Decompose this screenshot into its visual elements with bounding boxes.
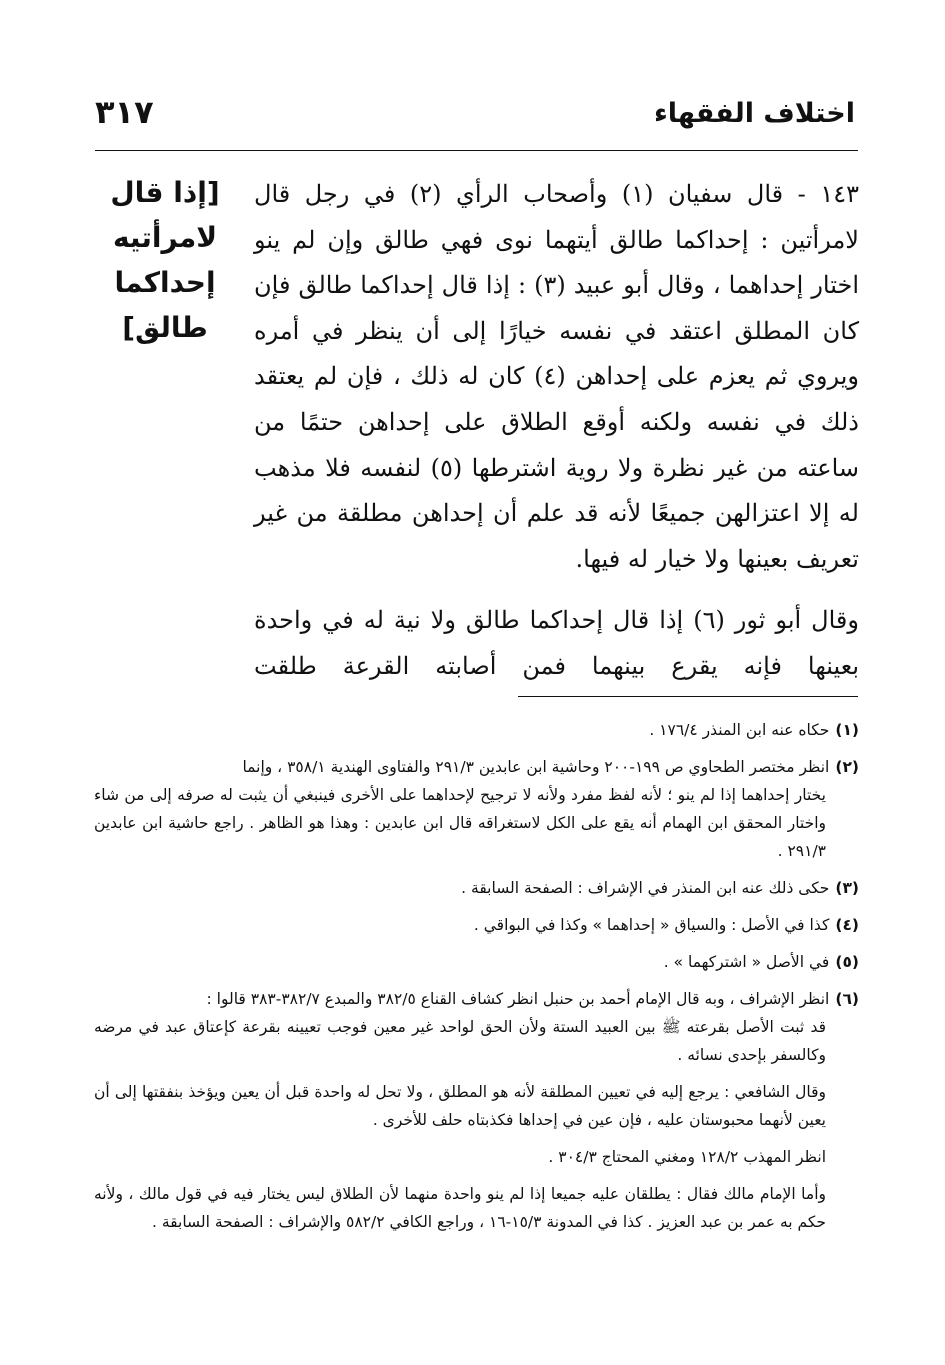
- footnote-6-reference: انظر المهذب ١٢٨/٢ ومغني المحتاج ٣٠٤/٣ .: [548, 1148, 826, 1166]
- footnote-number: (٣): [835, 879, 859, 897]
- page-number: ٣١٧: [95, 93, 154, 131]
- footnote-number: (٢): [835, 758, 859, 776]
- footnote-6-shafii: وقال الشافعي : يرجع إليه في تعيين المطلقة لأنه هو المطلق ، ولا تحل له واحدة قبل أن يعين ويؤخذ بنفقتها إلى أن يعين لأنهما محبوستان عليه ، فإن عين في إحداها فكذبتاه حلف للأخرى .: [94, 1083, 826, 1129]
- footnote-3: [94, 874, 859, 902]
- paragraph-143: ١٤٣ - قال سفيان (١) وأصحاب الرأي (٢) في رجل قال لامرأتين : إحداكما طالق أيتهما نوى فهي طالق وإن لم ينو اختار إحداهما ، وقال أبو عبيد (٣) : إذا قال إحداكما طالق فإن كان المطلق اعتقد في نفسه خيارًا إلى أن ينظر في أمره ويروي ثم يعزم على إحداهن (٤) كان له ذلك ، فإن لم يعتقد ذلك في نفسه ولكنه أوقع الطلاق على إحداهن حتمًا من ساعته من غير نظرة ولا روية اشترطها (٥) لنفسه فلا مذهب له إلا اعتزالهن جميعًا لأنه قد علم أن إحداهن مطلقة من غير تعريف بعينها ولا خيار له فيها.: [254, 180, 860, 573]
- footnote-number: (٤): [835, 916, 859, 934]
- footnote-text: انظر مختصر الطحاوي ص ١٩٩-٢٠٠ وحاشية ابن عابدين ٢٩١/٣ والفتاوى الهندية ٣٥٨/١ ، وإنما: [242, 758, 830, 776]
- footnote-text: حكى ذلك عنه ابن المنذر في الإشراف : الصفحة السابقة .: [461, 879, 830, 897]
- paragraph-abu-thawr: وقال أبو ثور (٦) إذا قال إحداكما طالق ولا نية له في واحدة بعينها فإنه يقرع بينهما فمن أصابته القرعة طلقت: [254, 606, 859, 680]
- footnote-5: [94, 948, 859, 976]
- footnote-continuation: يختار إحداهما إذا لم ينو ؛ لأنه لفظ مفرد ولأنه لا ترجيح لإحداهما على الأخرى فينبغي أن يثبت له صرفه إلى من شاء واختار المحقق ابن الهمام أنه يقع على الكل لاستغراقه قال ابن عابدين : وهذا هو الظاهر . راجع حاشية ابن عابدين ٢٩١/٣ .: [94, 786, 826, 860]
- footnote-text: انظر الإشراف ، وبه قال الإمام أحمد بن حنبل انظر كشاف القناع ٣٨٢/٥ والمبدع ٣٨٢/٧-٣٨٣ قالوا :: [206, 990, 830, 1008]
- main-text: [254, 172, 859, 690]
- footnote-1: [94, 716, 859, 744]
- footnote-number: (٦): [835, 990, 859, 1008]
- footnote-continuation: قد ثبت الأصل بقرعته ﷺ بين العبيد الستة ولأن الحق لواحد غير معين فوجب تعيينه بقرعة كإعتاق عبد في مرضه وكالسفر بإحدى نسائه .: [94, 1018, 826, 1064]
- footnote-number: (١): [835, 721, 859, 739]
- footnote-separator: [518, 696, 858, 697]
- footnote-6-malik: وأما الإمام مالك فقال : يطلقان عليه جميعا إذا لم ينو واحدة منهما لأن الطلاق ليس يختار فيه في قول مالك ، ولأنه حكم به عمر بن عبد العزيز . كذا في المدونة ١٥/٣-١٦ ، وراجع الكافي ٥٨٢/٢ والإشراف : الصفحة السابقة .: [94, 1185, 826, 1231]
- footnote-text: في الأصل « اشتركهما » .: [663, 953, 830, 971]
- footnote-number: (٥): [835, 953, 859, 971]
- footnote-4: [94, 911, 859, 939]
- header-rule: [95, 150, 858, 151]
- footnote-6: [94, 985, 859, 1069]
- running-title: اختلاف الفقهاء: [653, 98, 855, 129]
- footnote-text: حكاه عنه ابن المنذر ١٧٦/٤ .: [649, 721, 830, 739]
- footnote-text: كذا في الأصل : والسياق « إحداهما » وكذا في البواقي .: [473, 916, 830, 934]
- footnotes: [94, 716, 859, 1245]
- margin-note: [إذا قال لامرأتيه إحداكما طالق]: [110, 176, 220, 344]
- footnote-2: [94, 753, 859, 865]
